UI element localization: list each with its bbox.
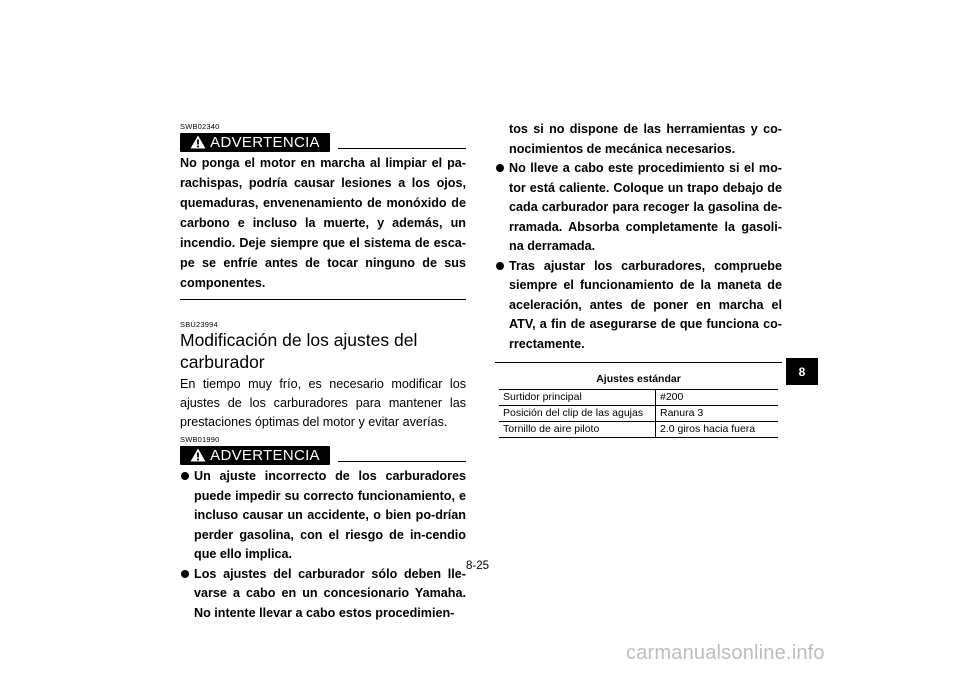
warning-label-text-2: ADVERTENCIA — [210, 446, 320, 464]
table-cell-label: Posición del clip de las agujas — [499, 406, 656, 422]
table-cell-value: Ranura 3 — [656, 406, 779, 422]
bullet-item — [180, 467, 466, 565]
bullet-text: No lleve a cabo este procedimiento si el mo-tor está caliente. Coloque un trapo debajo de cada carburador para recoger la gasolina de-rramada. Absorba completamente la gasoli-na derramada. — [509, 161, 782, 253]
table-title: Ajustes estándar — [499, 370, 778, 390]
bullet-continuation: tos si no dispone de las herramientas y co-nocimientos de mecánica necesarios. — [509, 122, 782, 156]
table-cell-label: Surtidor principal — [499, 390, 656, 406]
bullet-dot-icon — [181, 570, 189, 578]
warning-header-2 — [180, 445, 466, 465]
warning-triangle-icon — [190, 448, 206, 462]
warning-bullets-left — [180, 467, 466, 623]
section-title-line-2: carburador — [180, 352, 265, 372]
warning-triangle-icon — [190, 135, 206, 149]
table-cell-label: Tornillo de aire piloto — [499, 422, 656, 438]
chapter-tab: 8 — [786, 358, 818, 385]
bullet-dot-icon — [181, 472, 189, 480]
warning-code-2: SWB01990 — [180, 435, 220, 444]
warning-code-1: SWB02340 — [180, 122, 220, 131]
bullet-item — [495, 159, 782, 257]
table-row — [499, 406, 778, 422]
standard-settings-table — [499, 370, 778, 438]
bullet-item — [180, 565, 466, 624]
bullet-item — [495, 257, 782, 355]
warning-bullets-right — [495, 159, 782, 354]
right-column — [495, 120, 782, 438]
table-cell-value: 2.0 giros hacia fuera — [656, 422, 779, 438]
section-code: SBU23994 — [180, 320, 218, 329]
warning-label-2 — [180, 446, 330, 465]
warning-label-text-1: ADVERTENCIA — [210, 133, 320, 151]
bullet-text: Los ajustes del carburador sólo deben lle-varse a cabo en un concesionario Yamaha. No intente llevar a cabo estos procedimien- — [194, 566, 466, 620]
warning-underline-2 — [338, 461, 466, 462]
warning-end-rule-1 — [180, 299, 466, 300]
table-row — [499, 390, 778, 406]
watermark: carmanualsonline.info — [626, 642, 825, 664]
section-title-line-1: Modificación de los ajustes del — [180, 330, 418, 350]
table-cell-value: #200 — [656, 390, 779, 406]
bullet-text: Tras ajustar los carburadores, compruebe siempre el funcionamiento de la maneta de aceleración, antes de poner en marcha el ATV, a fin de asegurarse de que funciona co-rrectamente. — [509, 258, 782, 351]
warning-header-1 — [180, 132, 466, 152]
bullet-text: Un ajuste incorrecto de los carburadores puede impedir su correcto funcionamiento, e incluso causar un accidente, o bien po-drían perder gasolina, con el riesgo de in-cendio que ello implica. — [194, 469, 466, 561]
left-column — [180, 122, 466, 623]
table-row — [499, 422, 778, 438]
warning-label-1 — [180, 133, 330, 152]
warning-underline-1 — [338, 148, 466, 149]
warning-text-1: No ponga el motor en marcha al limpiar el pa-rachispas, podría causar lesiones a los ojos, quemaduras, envenenamiento de monóxido de carbono e incluso la muerte, y además, un incendio. Deje siempre que el sistema de esca-pe se enfríe antes de tocar ninguno de sus componentes. — [180, 156, 466, 290]
warning-end-rule-2 — [495, 362, 782, 438]
bullet-dot-icon — [496, 262, 504, 270]
bullet-dot-icon — [496, 164, 504, 172]
section-body: En tiempo muy frío, es necesario modificar los ajustes de los carburadores para mantener las prestaciones óptimas del motor y evitar averías. — [180, 377, 466, 429]
page-number: 8-25 — [466, 560, 490, 572]
